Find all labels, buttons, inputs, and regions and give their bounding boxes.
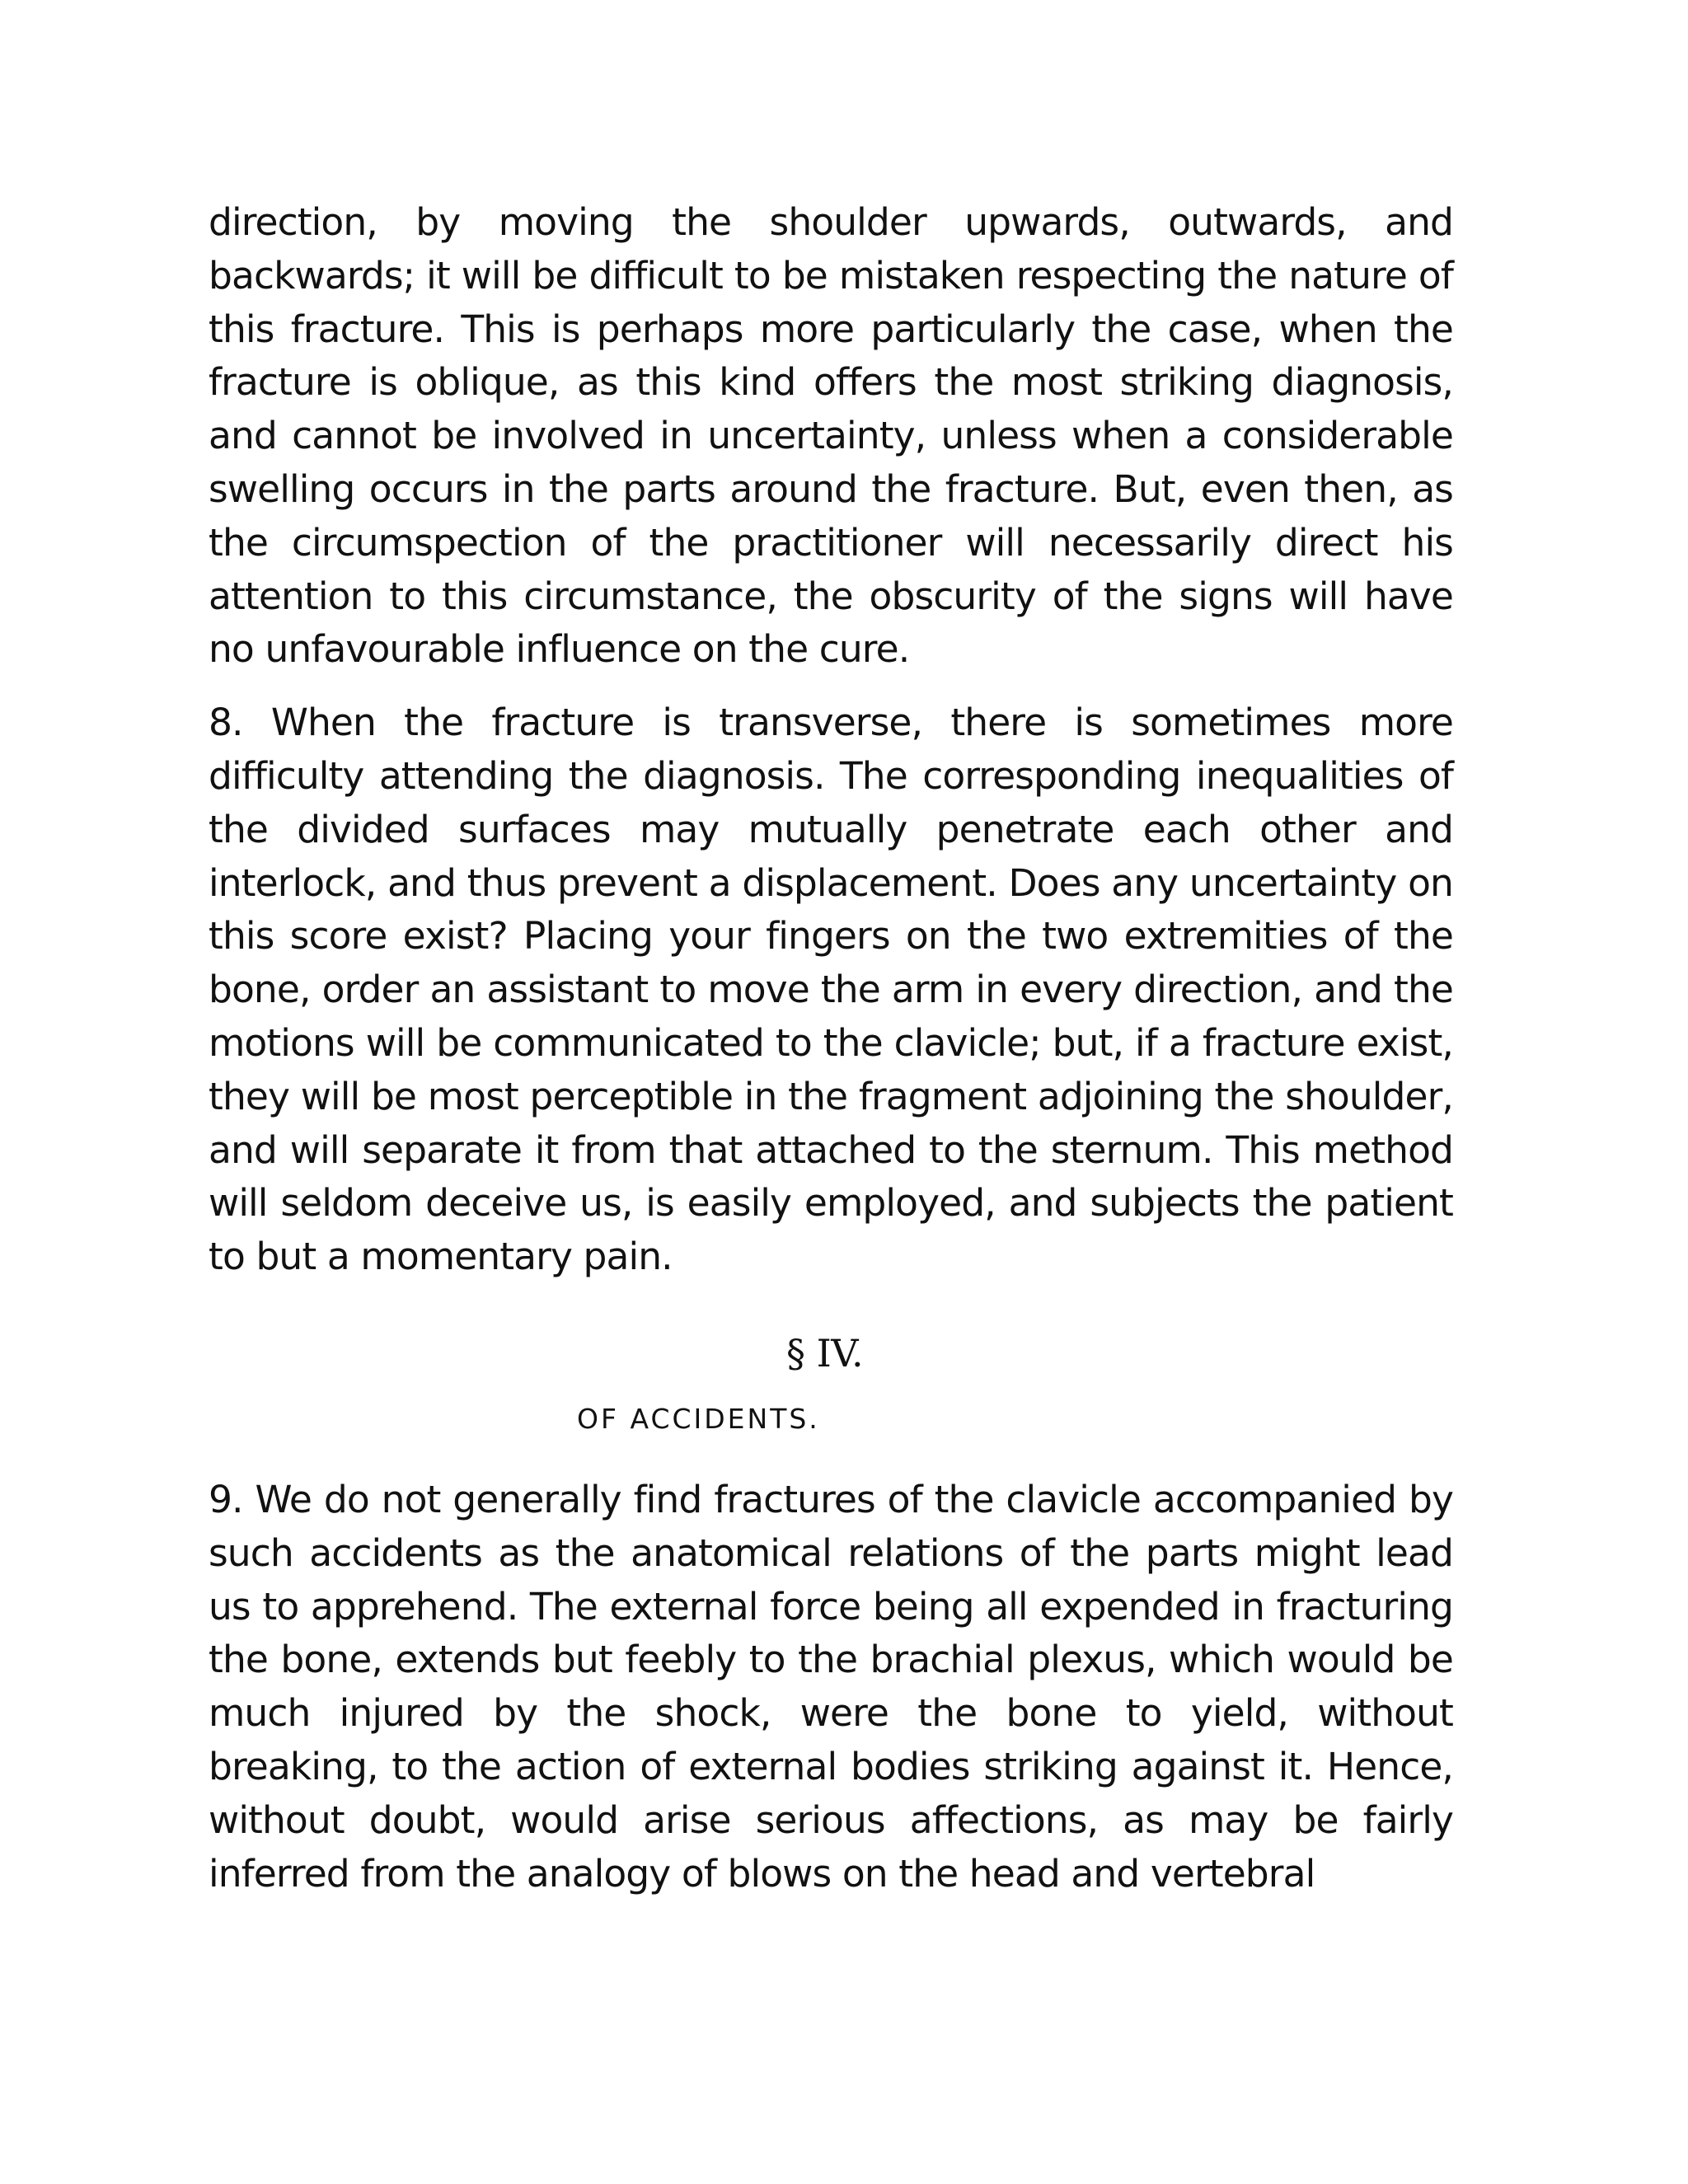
section-title: OF ACCIDENTS. bbox=[577, 1402, 820, 1435]
paragraph-8-transverse-fracture: 8. When the fracture is transverse, there is sometimes more difficulty attending the diagnosis. The corresponding inequalities of the divided surfaces may mutually penetrate each other and interlock, and thus prevent a displacement. Does any uncertainty on this score exist? Placing your fingers on the two extremities of the bone, order an assistant to move the arm in every direction, and the motions will be communicated to the clavicle; but, if a fracture exist, they will be most perceptible in the fragment adjoining the shoulder, and will separate it from that attached to the sternum. This method will seldom deceive us, is easily employed, and subjects the patient to but a momentary pain. bbox=[209, 701, 1453, 1279]
page-text bbox=[209, 196, 1453, 1900]
paragraph-diagnosis-continued: direction, by moving the shoulder upwards, outwards, and backwards; it will be difficult to be mistaken respecting the nature of this fracture. This is perhaps more particularly the case, when the fracture is oblique, as this kind offers the most striking diagnosis, and cannot be involved in uncertainty, unless when a considerable swelling occurs in the parts around the fracture. But, even then, as the circumspection of the practitioner will necessarily direct his attention to this circumstance, the obscurity of the signs will have no unfavourable influence on the cure. bbox=[209, 200, 1453, 672]
section-number: § IV. bbox=[786, 1330, 864, 1376]
paragraph-9-accidents: 9. We do not generally find fractures of the clavicle accompanied by such accidents as the anatomical relations of the parts might lead us to apprehend. The external force being all expended in fracturing the bone, extends but feebly to the brachial plexus, which would be much injured by the shock, were the bone to yield, without breaking, to the action of external bodies striking against it. Hence, without doubt, would arise serious affections, as may be fairly inferred from the analogy of blows on the head and vertebral bbox=[209, 1477, 1453, 1896]
